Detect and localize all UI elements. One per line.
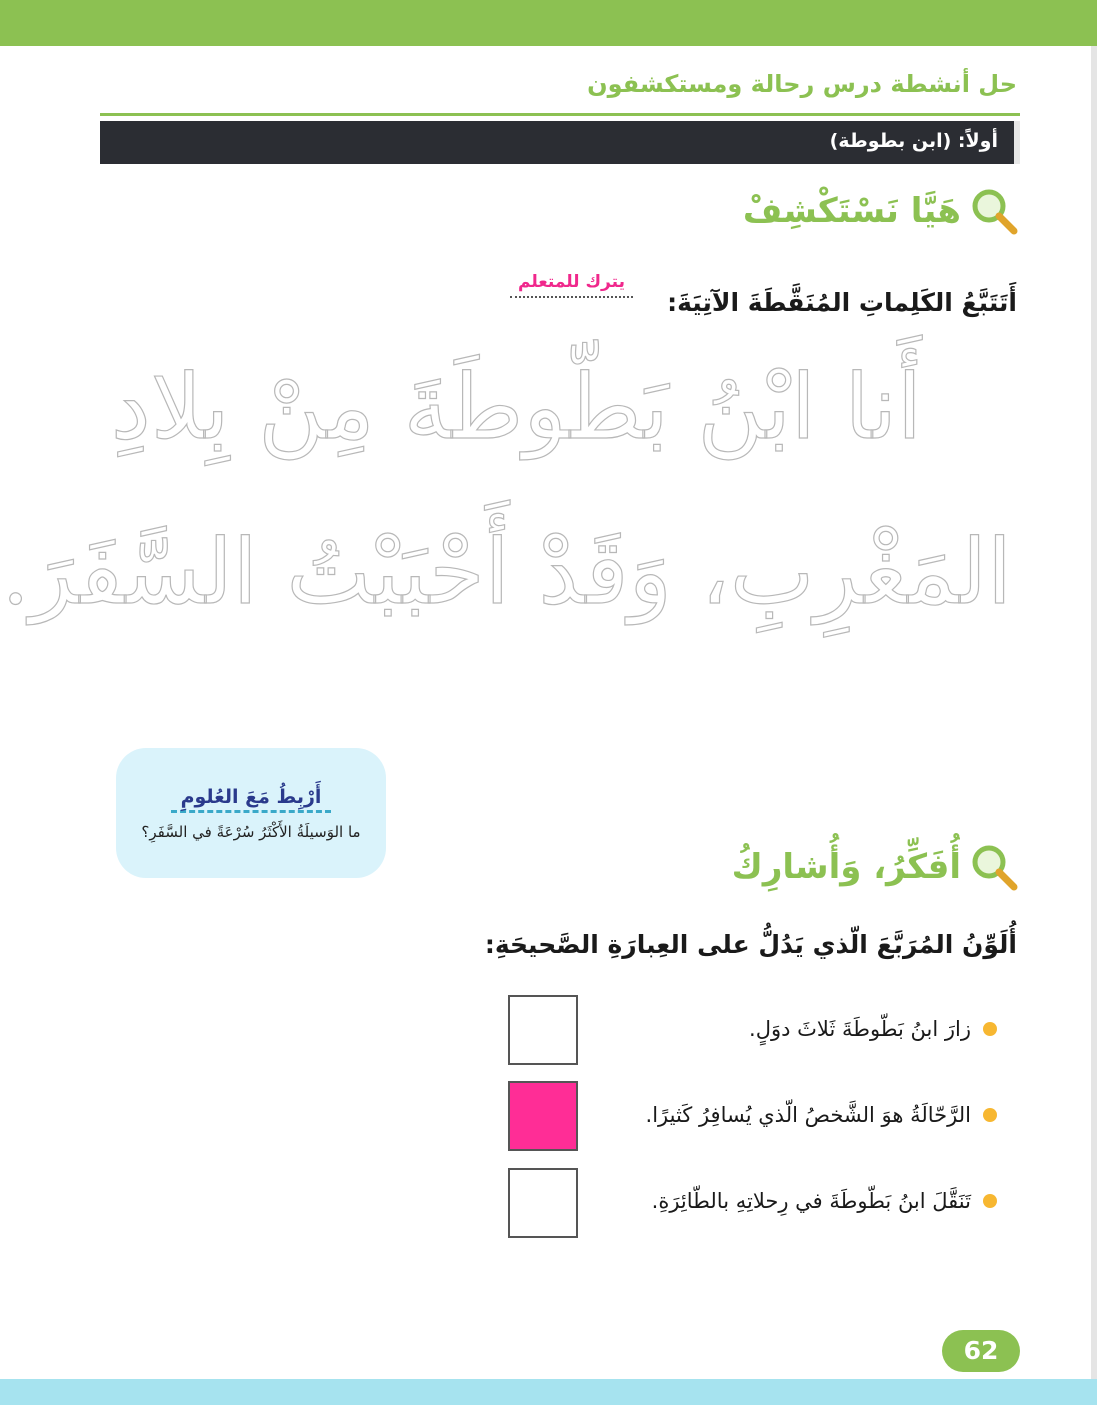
section-label: أولاً: (ابن بطوطة) [829, 130, 998, 152]
option-3 [652, 1189, 997, 1213]
science-box-question: ما الوَسيلَةُ الأَكْثَرُ سُرْعَةً في السَّفَرِ؟ [141, 823, 361, 841]
think-heading [732, 842, 1019, 892]
section-bar-marker [1014, 121, 1020, 164]
page-number: 62 [942, 1330, 1020, 1372]
trace-instruction: أَتَتَبَّعُ الكَلِماتِ المُنَقَّطَةَ الآتِيَةَ: [667, 288, 1017, 317]
trace-line-2: المَغْرِبِ، وَقَدْ أَحْبَبْتُ السَّفَرَ. [1, 520, 1012, 625]
page-edge [1091, 46, 1097, 1379]
option-2-text: الرَّحّالَةُ هوَ الشَّخصُ الّذي يُسافِرُ كَثيرًا. [645, 1103, 971, 1127]
answer-box-2[interactable] [508, 1081, 578, 1151]
top-color-band [0, 0, 1097, 46]
answer-box-1[interactable] [508, 995, 578, 1065]
option-1 [749, 1017, 997, 1041]
title-underline [100, 113, 1020, 116]
bullet-icon [983, 1108, 997, 1122]
color-instruction: أُلَوِّنُ المُرَبَّعَ الّذي يَدُلُّ على العِبارَةِ الصَّحيحَةِ: [484, 930, 1017, 959]
explore-title: هَيَّا نَسْتَكْشِفْ [742, 191, 961, 231]
science-link-box [116, 748, 386, 878]
option-3-text: تَنَقَّلَ ابنُ بَطّوطَةَ في رِحلاتِهِ بالطّائِرَةِ. [651, 1189, 971, 1213]
think-title: أُفَكِّرُ، وَأُشارِكُ [731, 847, 961, 887]
science-box-title: أَرْبِطُ مَعَ العُلومِ [180, 786, 322, 808]
answer-box-3[interactable] [508, 1168, 578, 1238]
explore-heading [743, 186, 1019, 236]
magnifier-icon [969, 186, 1019, 236]
magnifier-icon [969, 842, 1019, 892]
teacher-note: يترك للمتعلم [510, 272, 633, 298]
science-box-dashes [171, 810, 331, 813]
option-1-text: زارَ ابنُ بَطّوطَةَ ثَلاثَ دوَلٍ. [749, 1017, 971, 1041]
section-bar [100, 121, 1020, 164]
trace-line-1: أَنا ابْنُ بَطّوطَةَ مِنْ بِلادِ [110, 355, 922, 460]
bullet-icon [983, 1022, 997, 1036]
page-title: حل أنشطة درس رحالة ومستكشفون [587, 70, 1017, 98]
option-2 [646, 1103, 997, 1127]
bullet-icon [983, 1194, 997, 1208]
bottom-color-band [0, 1379, 1097, 1405]
